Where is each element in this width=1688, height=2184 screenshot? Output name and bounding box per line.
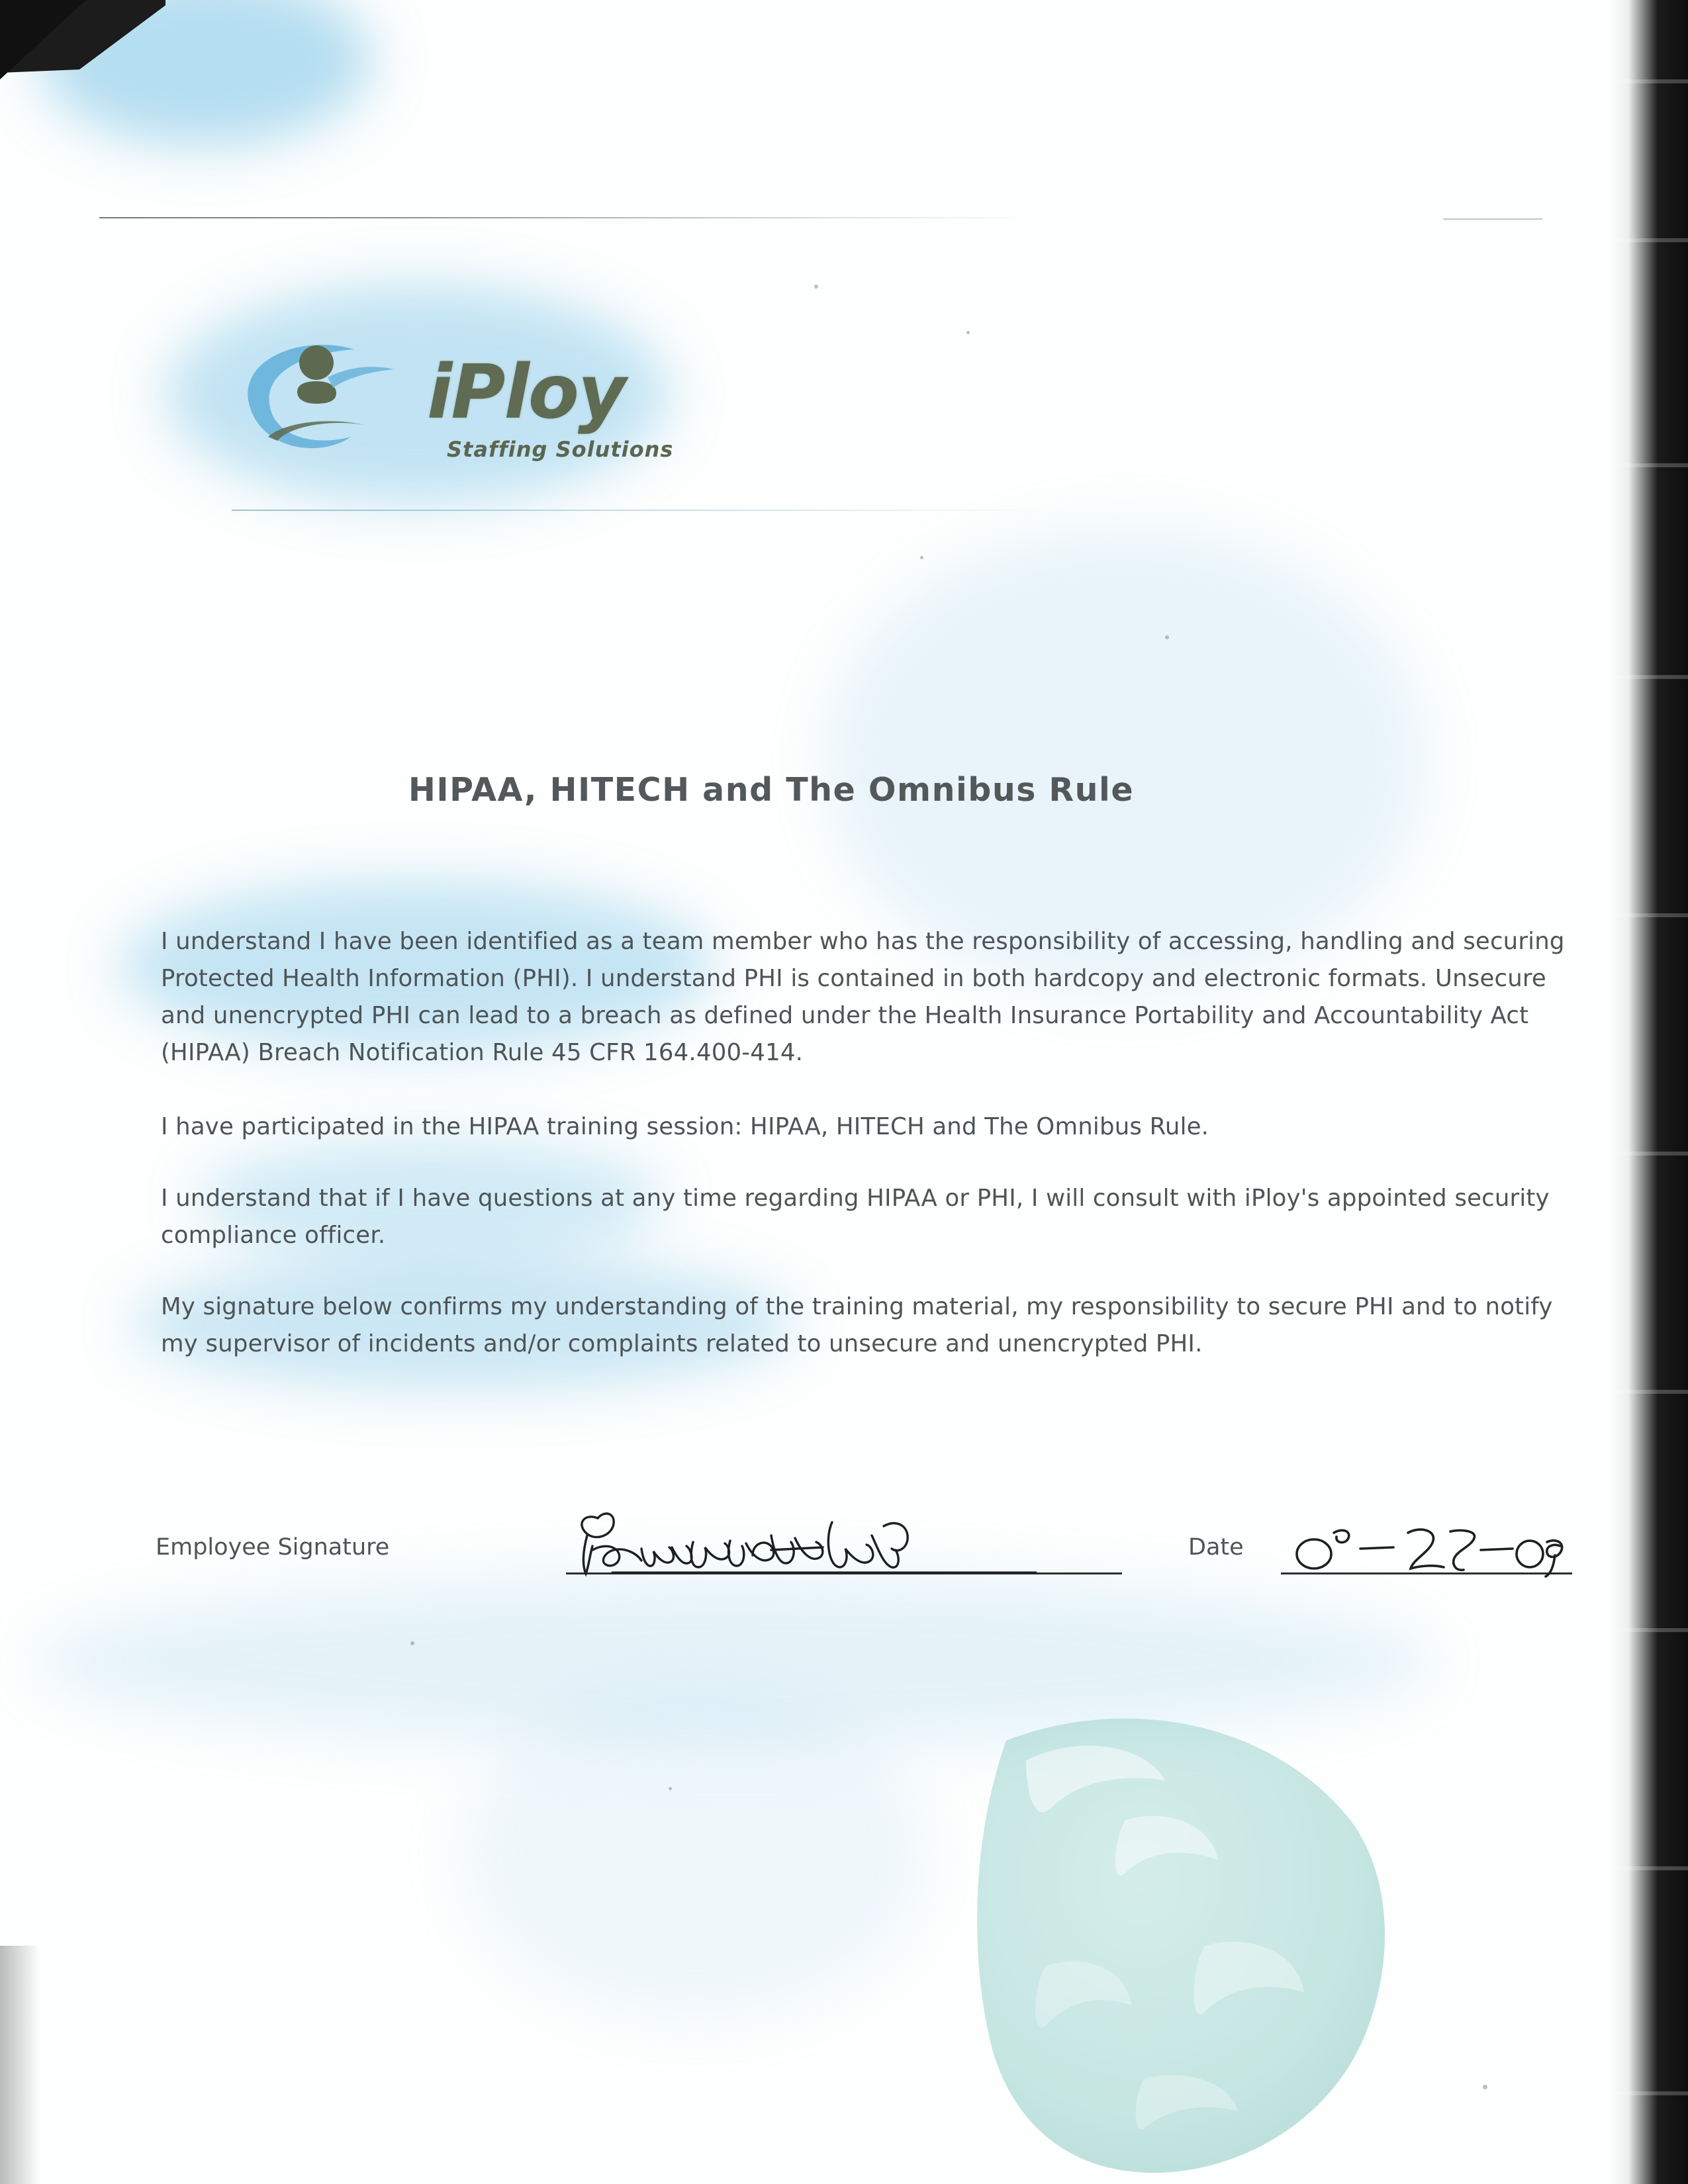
scan-speck bbox=[410, 1641, 414, 1645]
header-divider-right bbox=[1443, 218, 1542, 220]
document-body bbox=[161, 923, 1574, 1363]
paragraph-2: I have participated in the HIPAA training session: HIPAA, HITECH and The Omnibus Rule. bbox=[161, 1113, 1209, 1140]
company-logo bbox=[228, 331, 731, 483]
globe-watermark bbox=[927, 1681, 1403, 2184]
paragraph-3: I understand that if I have questions at any time regarding HIPAA or PHI, I will consult with iPloy's appointed security compliance officer. bbox=[161, 1185, 1550, 1249]
date-label: Date bbox=[1188, 1534, 1244, 1561]
scan-speck bbox=[1483, 2085, 1487, 2089]
header-divider bbox=[99, 217, 1026, 218]
scan-speck bbox=[814, 285, 818, 289]
iploy-person-swoosh-logo bbox=[228, 338, 447, 470]
logo-underline bbox=[232, 510, 1046, 511]
page-title: HIPAA, HITECH and The Omnibus Rule bbox=[408, 771, 1135, 809]
scan-speck bbox=[920, 556, 923, 559]
scan-speck bbox=[669, 1787, 672, 1790]
paragraph-4: My signature below confirms my understanding of the training material, my responsibility to secure PHI and to notify my supervisor of incidents and/or complaints related to unsecure and unencrypted PHI. bbox=[161, 1293, 1553, 1357]
scan-artifact-blob bbox=[463, 1688, 927, 2019]
employee-signature-label: Employee Signature bbox=[156, 1534, 390, 1561]
date-handwritten-value bbox=[1288, 1516, 1572, 1582]
scanner-edge-bar bbox=[1609, 0, 1688, 2184]
page-edge-shadow bbox=[0, 1946, 40, 2184]
scan-speck bbox=[966, 331, 970, 334]
employee-signature-ink bbox=[573, 1509, 1129, 1582]
scan-speck bbox=[1165, 635, 1169, 639]
signature-row bbox=[156, 1516, 1546, 1595]
paragraph-1: I understand I have been identified as a team member who has the responsibility of accessing, handling and securing Protected Health Information (PHI). I understand PHI is contained in both hardcopy and electronic formats. Unsecure and unencrypted PHI can lead to a breach as defined under the Health Insurance Portability and Accountability Act (HIPAA) Breach Notification Rule 45 CFR 164.400-414. bbox=[161, 928, 1565, 1066]
logo-wordmark: iPloy bbox=[427, 349, 625, 435]
logo-tagline: Staffing Solutions bbox=[447, 437, 674, 462]
